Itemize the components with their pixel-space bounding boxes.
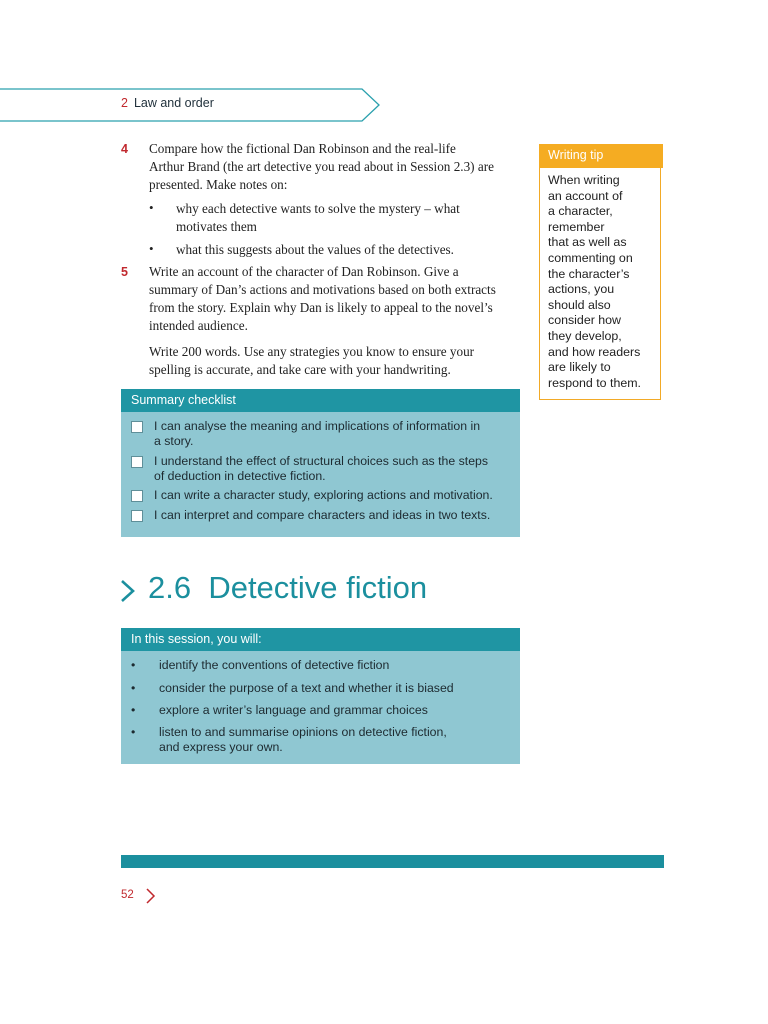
task-5-line: intended audience. (149, 318, 248, 333)
task-4-text (149, 140, 529, 194)
objective-line: explore a writer’s language and grammar choices (159, 703, 428, 717)
task-5-line: from the story. Explain why Dan is likely to appeal to the novel’s (149, 300, 493, 315)
task-5-instruction-line: Write 200 words. Use any strategies you know to ensure your (149, 344, 475, 359)
bullet-dot: • (149, 241, 154, 256)
objective-line: consider the purpose of a text and whether it is biased (159, 681, 454, 695)
session-heading: 2.6 Detective fiction (148, 570, 428, 605)
tip-line: that as well as (548, 235, 627, 250)
objective-line: and express your own. (159, 740, 283, 754)
checklist-item-line: of deduction in detective fiction. (154, 469, 326, 483)
page-number: 52 (121, 889, 134, 901)
chapter-label (121, 96, 214, 110)
bullet-dot: • (149, 200, 154, 215)
tip-line: the character’s (548, 266, 630, 281)
bullet-dot: • (131, 703, 136, 717)
tip-line: are likely to (548, 360, 611, 375)
checkbox[interactable] (131, 510, 143, 522)
task-4-line: presented. Make notes on: (149, 177, 288, 192)
session-objectives-title: In this session, you will: (131, 632, 262, 646)
checklist-item-line: I can analyse the meaning and implications of information in (154, 419, 481, 433)
checklist-item-line: I understand the effect of structural choices such as the steps (154, 454, 489, 468)
task-5-text (149, 263, 529, 335)
tip-line: respond to them. (548, 375, 641, 390)
bullet-dot: • (131, 725, 136, 739)
task-4-bullet-1 (176, 200, 526, 236)
task-5-instructions (149, 343, 529, 379)
task-5-line: Write an account of the character of Dan Robinson. Give a (149, 264, 459, 279)
bullet-dot: • (131, 681, 136, 695)
bullet-line: what this suggests about the values of the detectives. (176, 242, 454, 257)
tip-line: remember (548, 219, 605, 234)
task-5-line: summary of Dan’s actions and motivations based on both extracts (149, 282, 496, 297)
task-5-number: 5 (121, 265, 128, 279)
tip-line: they develop, (548, 328, 622, 343)
chapter-number: 2 (121, 96, 128, 110)
objective-line: listen to and summarise opinions on detective fiction, (159, 725, 447, 739)
checkbox[interactable] (131, 421, 143, 433)
tip-line: When writing (548, 173, 620, 187)
chevron-right-icon (145, 886, 157, 906)
writing-tip-title: Writing tip (548, 148, 604, 162)
checkbox[interactable] (131, 456, 143, 468)
task-5-instruction-line: spelling is accurate, and take care with your handwriting. (149, 362, 451, 377)
tip-line: a character, (548, 204, 613, 219)
task-4-line: Compare how the fictional Dan Robinson and the real-life (149, 141, 456, 156)
tip-line: should also (548, 297, 611, 312)
checklist-item-line: I can write a character study, exploring actions and motivation. (154, 488, 493, 502)
tip-line: actions, you (548, 282, 615, 297)
chevron-right-icon (119, 576, 137, 606)
task-4-bullet-2 (176, 241, 526, 259)
chapter-title: Law and order (133, 96, 214, 110)
writing-tip-body (548, 173, 660, 391)
tip-line: consider how (548, 313, 622, 328)
bullet-line: motivates them (176, 219, 257, 234)
tip-line: an account of (548, 188, 623, 203)
bullet-line: why each detective wants to solve the mystery – what (176, 201, 460, 216)
summary-checklist-title: Summary checklist (131, 393, 236, 407)
checklist-item-line: a story. (154, 434, 194, 448)
checkbox[interactable] (131, 490, 143, 502)
tip-line: commenting on (548, 250, 633, 265)
task-4-line: Arthur Brand (the art detective you read about in Session 2.3) are (149, 159, 494, 174)
bullet-dot: • (131, 658, 136, 672)
checklist-item-line: I can interpret and compare characters and ideas in two texts. (154, 508, 491, 522)
task-4-number: 4 (121, 142, 128, 156)
footer-bar (121, 855, 664, 868)
tip-line: and how readers (548, 344, 641, 359)
objective-line: identify the conventions of detective fiction (159, 658, 390, 672)
